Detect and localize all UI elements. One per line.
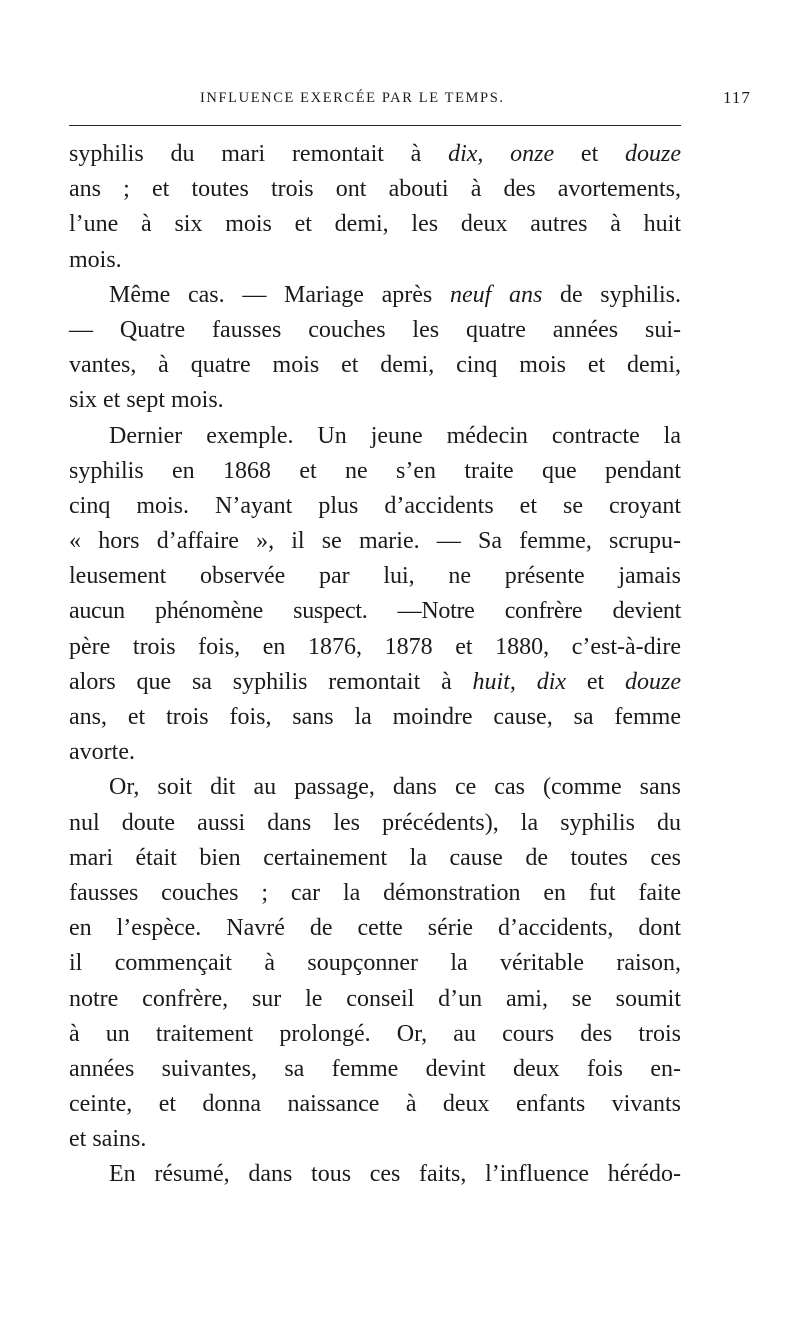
running-head — [0, 88, 801, 116]
text-line: Même cas. — Mariage après neuf ans de syphilis. — [109, 281, 681, 308]
text-line: aucun phénomène suspect. —Notre confrère devient — [69, 598, 681, 625]
text-line: à un traitement prolongé. Or, au cours des trois — [69, 1020, 681, 1047]
text-line: Dernier exemple. Un jeune médecin contracte la — [109, 422, 681, 449]
text-line: fausses couches ; car la démonstration en fut faite — [69, 879, 681, 906]
body-text — [69, 137, 681, 1193]
page-number: 117 — [723, 88, 751, 107]
text-line: Or, soit dit au passage, dans ce cas (comme sans — [109, 774, 681, 801]
running-title: INFLUENCE EXERCÉE PAR LE TEMPS. — [200, 90, 505, 106]
header-rule — [69, 125, 681, 126]
text-line: — Quatre fausses couches les quatre années sui- — [69, 316, 681, 343]
text-line: syphilis en 1868 et ne s’en traite que pendant — [69, 457, 681, 484]
text-line: alors que sa syphilis remontait à huit, dix et douze — [69, 668, 681, 695]
text-line: il commençait à soupçonner la véritable raison, — [69, 950, 681, 977]
text-line: cinq mois. N’ayant plus d’accidents et se croyant — [69, 492, 681, 519]
text-line: notre confrère, sur le conseil d’un ami, se soumit — [69, 985, 681, 1012]
text-line: vantes, à quatre mois et demi, cinq mois et demi, — [69, 352, 681, 379]
text-line: et sains. — [69, 1126, 147, 1153]
text-line: avorte. — [69, 739, 135, 766]
text-line: père trois fois, en 1876, 1878 et 1880, c’est-à-dire — [69, 633, 681, 660]
text-line: l’une à six mois et demi, les deux autres à huit — [69, 211, 681, 238]
text-line: années suivantes, sa femme devint deux fois en- — [69, 1055, 681, 1082]
text-line: en l’espèce. Navré de cette série d’accidents, dont — [69, 915, 681, 942]
text-line: leusement observée par lui, ne présente jamais — [69, 563, 681, 590]
text-line: ans ; et toutes trois ont abouti à des avortements, — [69, 176, 681, 203]
text-line: six et sept mois. — [69, 387, 224, 414]
text-line: En résumé, dans tous ces faits, l’influence hérédo- — [109, 1161, 681, 1188]
text-line: syphilis du mari remontait à dix, onze et douze — [69, 141, 681, 167]
text-line: « hors d’affaire », il se marie. — Sa femme, scrupu- — [69, 528, 681, 555]
text-line: ceinte, et donna naissance à deux enfants vivants — [69, 1091, 681, 1118]
text-line: ans, et trois fois, sans la moindre cause, sa femme — [69, 704, 681, 730]
text-line: nul doute aussi dans les précédents), la syphilis du — [69, 809, 681, 836]
text-line: mari était bien certainement la cause de toutes ces — [69, 844, 681, 871]
text-line: mois. — [69, 246, 122, 273]
